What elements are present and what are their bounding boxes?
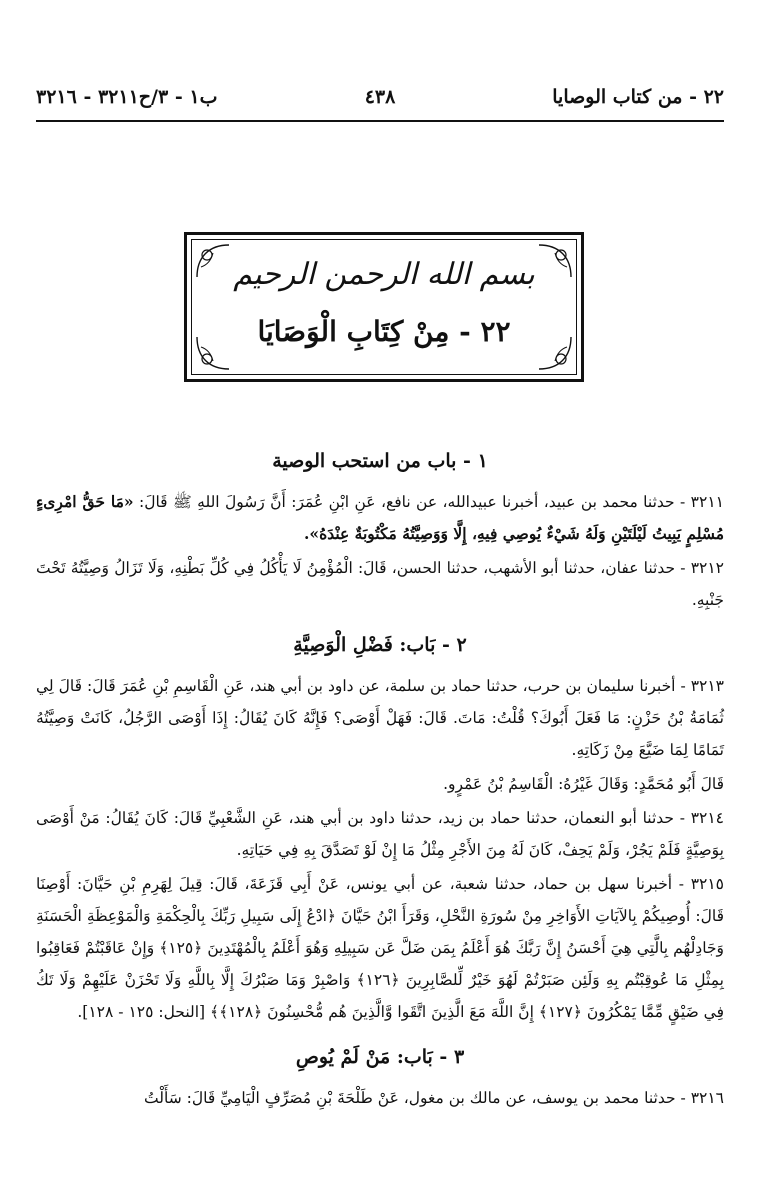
matn: سَأَلْتُ — [144, 1089, 182, 1107]
hadith-paragraph — [36, 670, 724, 766]
isnad: ٣٢١٣ - أخبرنا سليمان بن حرب، حدثنا حماد بن سلمة، عن داود بن أبي هند، عَنِ الْقَاسِمِ بْنِ عُمَرَ قَالَ: — [82, 677, 724, 695]
body-text — [36, 446, 724, 1116]
section-heading: ٢ - بَاب: فَضْلِ الْوَصِيَّةِ — [293, 634, 467, 656]
author-note — [36, 768, 724, 800]
page-number: ٤٣٨ — [364, 86, 396, 108]
header-rule — [36, 120, 724, 122]
header-hadith-range: ب١ - ٣/ح٣٢١١ - ٣٢١٦ — [36, 86, 218, 108]
section-heading: ١ - باب من استحب الوصية — [272, 450, 488, 472]
matn: الْمُؤْمِنُ لَا يَأْكُلُ فِي كُلِّ بَطْنِهِ، وَلَا تَزَالُ وَصِيَّتُهُ تَحْتَ جَنْبِهِ. — [36, 559, 724, 609]
chapter-title-frame — [184, 232, 584, 382]
matn: قَالَ لِي ثُمَامَةُ بْنُ حَزْنٍ: مَا فَعَلَ أَبُوكَ؟ قُلْتُ: مَاتَ. قَالَ: فَهَلْ أَوْصَى؟ فَإِنَّهُ كَانَ يُقَالُ: إِذَا أَوْصَى الرَّجُلُ، كَانَتْ وَصِيَّتُهُ تَمَامًا لِمَا ضَيَّعَ مِنْ زَكَاتِهِ. — [36, 677, 724, 759]
hadith-paragraph — [36, 552, 724, 616]
matn: قِيلَ لِهَرِمِ بْنِ حَيَّانَ: أَوْصِنَا قَالَ: أُوصِيكُمْ بِالآيَاتِ الأَوَاخِرِ مِنْ سُورَةِ النَّحْلِ، وَقَرَأَ ابْنُ حَيَّانَ ﴿ادْعُ إِلَى سَبِيلِ رَبِّكَ بِالْحِكْمَةِ وَالْمَوْعِظَةِ الْحَسَنَةِ وَجَادِلْهُم بِالَّتِي هِيَ أَحْسَنُ إِنَّ رَبَّكَ هُوَ أَعْلَمُ بِمَن ضَلَّ عَن سَبِيلِهِ وَهُوَ أَعْلَمُ بِالْمُهْتَدِينَ ﴿١٢٥﴾ وَإِنْ عَاقَبْتُمْ فَعَاقِبُوا بِمِثْلِ مَا عُوقِبْتُم بِهِ وَلَئِن صَبَرْتُمْ لَهُوَ خَيْرٌ لِّلصَّابِرِينَ ﴿١٢٦﴾ وَاصْبِرْ وَمَا صَبْرُكَ إِلَّا بِاللَّهِ وَلَا تَحْزَنْ عَلَيْهِمْ وَلَا تَكُ فِي ضَيْقٍ مِّمَّا يَمْكُرُونَ ﴿١٢٧﴾ إِنَّ اللَّهَ مَعَ الَّذِينَ اتَّقَوا وَّالَّذِينَ هُم مُّحْسِنُونَ ﴿١٢٨﴾﴾ — [36, 875, 724, 1021]
isnad: ٣٢١٤ - حدثنا أبو النعمان، حدثنا حماد بن زيد، حدثنا داود بن أبي هند، عَنِ الشَّعْبِيِّ قَالَ: — [167, 809, 724, 827]
hadith-paragraph — [36, 1082, 724, 1114]
quran-reference: [النحل: ١٢٥ - ١٢٨]. — [77, 1003, 210, 1021]
header-chapter: ٢٢ - من كتاب الوصايا — [552, 86, 724, 108]
isnad: ٣٢١٢ - حدثنا عفان، حدثنا أبو الأشهب، حدثنا الحسن، قَالَ: — [352, 559, 724, 577]
isnad: ٣٢١١ - حدثنا محمد بن عبيد، أخبرنا عبيدالله، عن نافع، عَنِ ابْنِ عُمَرَ: أَنَّ رَسُولَ اللهِ ﷺ قَالَ: — [133, 493, 724, 511]
basmala: بسم الله الرحمن الرحيم — [233, 257, 535, 292]
isnad: ٣٢١٦ - حدثنا محمد بن يوسف، عن مالك بن مغول، عَنْ طَلْحَةَ بْنِ مُصَرِّفٍ الْيَامِيِّ قَالَ: — [181, 1089, 724, 1107]
matn: كَانَ يُقَالُ: مَنْ أَوْصَى بِوَصِيَّةٍ فَلَمْ يَجُرْ، وَلَمْ يَحِفْ، كَانَ لَهُ مِنَ الأَجْرِ مِثْلُ مَا إِنْ لَوْ تَصَدَّقَ بِهِ فِي حَيَاتِهِ. — [36, 809, 724, 859]
isnad: ٣٢١٥ - أخبرنا سهل بن حماد، حدثنا شعبة، عن أبي يونس، عَنْ أَبِي قَزَعَةَ، قَالَ: — [202, 875, 724, 893]
hadith-paragraph — [36, 868, 724, 1028]
hadith-paragraph — [36, 486, 724, 550]
note-text: قَالَ أَبُو مُحَمَّدٍ: وَقَالَ غَيْرُهُ: الْقَاسِمُ بْنُ عَمْرٍو. — [443, 775, 724, 793]
section-heading: ٣ - بَاب: مَنْ لَمْ يُوصِ — [295, 1046, 465, 1068]
running-header — [36, 86, 724, 116]
chapter-title: ٢٢ - مِنْ كِتَابِ الْوَصَايَا — [257, 315, 511, 348]
hadith-paragraph — [36, 802, 724, 866]
matn: «مَا حَقُّ امْرِىءٍ مُسْلِمٍ يَبِيتُ لَيْلَتَيْنِ وَلَهُ شَيْءٌ يُوصِي فِيهِ، إِلَّا وَوَصِيَّتُهُ مَكْتُوبَةٌ عِنْدَهُ». — [36, 492, 724, 543]
